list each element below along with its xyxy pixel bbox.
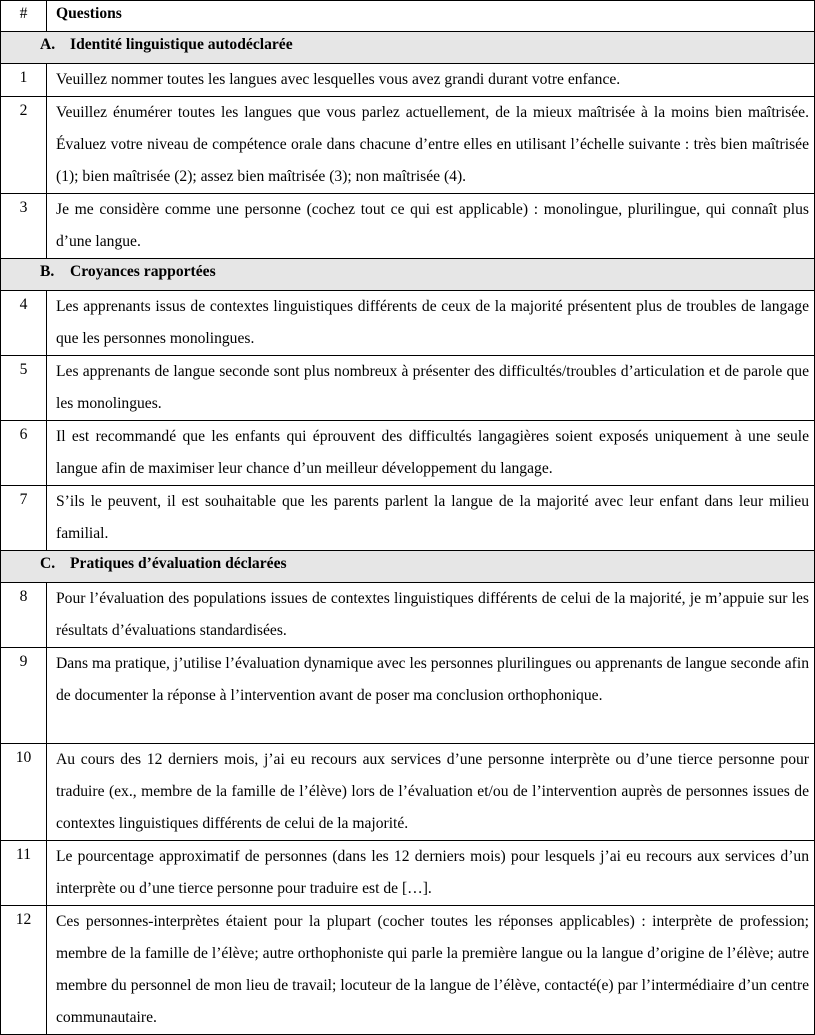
question-text: Dans ma pratique, j’utilise l’évaluation dynamique avec les personnes plurilingues ou apprenants de langue seconde afin de documenter la réponse à l’intervention avant de poser ma conclusion orthophonique. (47, 648, 815, 744)
section-title: Pratiques d’évaluation déclarées (70, 555, 287, 572)
table-row (1, 97, 815, 194)
row-number: 9 (1, 648, 47, 744)
table-row (1, 744, 815, 841)
section-title: Croyances rapportées (70, 263, 216, 280)
row-number: 5 (1, 356, 47, 421)
row-number: 6 (1, 421, 47, 486)
row-number: 11 (1, 841, 47, 906)
section-header-c (1, 551, 815, 583)
row-number: 1 (1, 64, 47, 97)
table-header-row (1, 1, 815, 32)
table-row (1, 64, 815, 97)
row-number: 10 (1, 744, 47, 841)
question-text: Veuillez énumérer toutes les langues que vous parlez actuellement, de la mieux maîtrisée à la moins bien maîtrisée. Évaluez votre niveau de compétence orale dans chacune d’entre elles en utilisant l’échelle suivante : très bien maîtrisée (1); bien maîtrisée (2); assez bien maîtrisée (3); non maîtrisée (4). (47, 97, 815, 194)
question-text: Au cours des 12 derniers mois, j’ai eu recours aux services d’une personne interprète ou d’une tierce personne pour traduire (ex., membre de la famille de l’élève) lors de l’évaluation et/ou de l’intervention auprès de personnes issues de contextes linguistiques différents de celui de la majorité. (47, 744, 815, 841)
question-text: Le pourcentage approximatif de personnes (dans les 12 derniers mois) pour lesquels j’ai eu recours aux services d’un interprète ou d’une tierce personne pour traduire est de […]. (47, 841, 815, 906)
question-text: Pour l’évaluation des populations issues de contextes linguistiques différents de celui de la majorité, je m’appuie sur les résultats d’évaluations standardisées. (47, 583, 815, 648)
section-header-b (1, 259, 815, 291)
table-row (1, 841, 815, 906)
table-row (1, 421, 815, 486)
row-number: 4 (1, 291, 47, 356)
row-number: 3 (1, 194, 47, 259)
row-number: 2 (1, 97, 47, 194)
header-questions: Questions (47, 1, 815, 32)
row-number: 7 (1, 486, 47, 551)
question-text: Ces personnes-interprètes étaient pour la plupart (cocher toutes les réponses applicables) : interprète de profession; membre de la famille de l’élève; autre orthophoniste qui parle la première langue ou la langue d’origine de l’élève; autre membre du personnel de mon lieu de travail; locuteur de la langue de l’élève, contacté(e) par l’intermédiaire d’un centre communautaire. (47, 906, 815, 1035)
table-row (1, 356, 815, 421)
row-number: 8 (1, 583, 47, 648)
header-number: # (1, 1, 47, 32)
question-text: Les apprenants de langue seconde sont plus nombreux à présenter des difficultés/troubles d’articulation et de parole que les monolingues. (47, 356, 815, 421)
table-row (1, 906, 815, 1035)
table-row (1, 291, 815, 356)
section-title: Identité linguistique autodéclarée (70, 36, 293, 53)
section-header-a (1, 32, 815, 64)
table-row (1, 583, 815, 648)
section-letter: B. (40, 263, 55, 280)
table-row (1, 648, 815, 744)
section-letter: C. (40, 555, 56, 572)
question-text: Les apprenants issus de contextes linguistiques différents de ceux de la majorité présentent plus de troubles de langage que les personnes monolingues. (47, 291, 815, 356)
question-text: Veuillez nommer toutes les langues avec lesquelles vous avez grandi durant votre enfance. (47, 64, 815, 97)
question-text: Il est recommandé que les enfants qui éprouvent des difficultés langagières soient exposés uniquement à une seule langue afin de maximiser leur chance d’un meilleur développement du langage. (47, 421, 815, 486)
section-letter: A. (40, 36, 56, 53)
question-text: Je me considère comme une personne (cochez tout ce qui est applicable) : monolingue, plurilingue, qui connaît plus d’une langue. (47, 194, 815, 259)
table-row (1, 486, 815, 551)
table-row (1, 194, 815, 259)
row-number: 12 (1, 906, 47, 1035)
question-text: S’ils le peuvent, il est souhaitable que les parents parlent la langue de la majorité avec leur enfant dans leur milieu familial. (47, 486, 815, 551)
